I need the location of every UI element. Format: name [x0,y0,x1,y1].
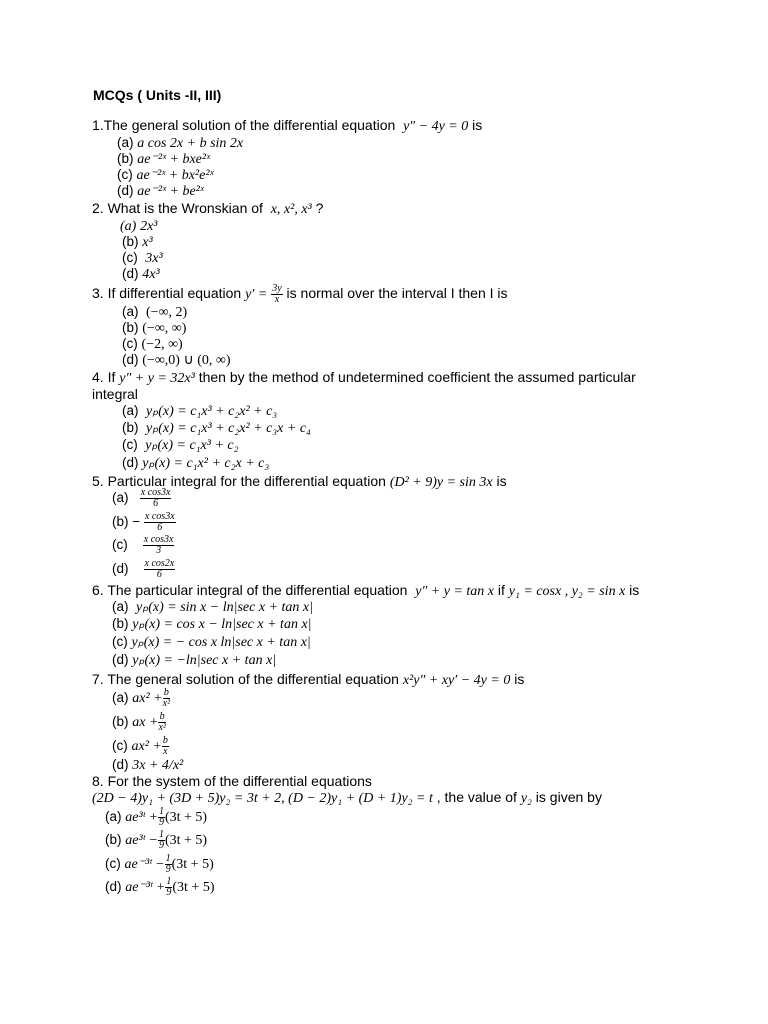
option-math: yₚ(x) = c₁x³ + c₂ [145,438,239,453]
option-math: x³ [142,235,153,250]
option-label: (c) [122,336,138,351]
fraction-denominator: 6 [156,569,162,580]
option [122,455,269,472]
question-8 [92,773,372,790]
fraction-numerator: b [162,735,168,746]
fraction [158,830,165,851]
option [122,234,153,251]
fraction [143,535,175,556]
option-math: ae⁻²ˣ + bxe²ˣ [137,152,211,167]
option-label: (a) [112,490,129,506]
question-prompt: 3. If differential equation [92,285,242,302]
question-1 [92,117,482,135]
option-label: (a) [117,135,134,150]
option-math: yₚ(x) = cos x − ln|sec x + tan x| [132,617,312,632]
option [112,535,174,556]
fraction-denominator: x [274,294,280,305]
question-equation: y″ + y = tan x [415,584,495,599]
option-label: (d) [122,352,139,367]
question-equation: x, x², x³ [270,202,312,217]
option [122,437,238,454]
option-math: 3x + 4/x² [132,758,184,773]
option-label: (b) [117,151,134,166]
page-title: MCQs ( Units -II, III) [93,87,222,103]
question-suffix: is [510,671,525,687]
option-math: yₚ(x) = − cos x ln|sec x + tan x| [131,635,311,650]
option-label: (c) [112,537,128,553]
option [122,403,277,420]
fraction-numerator: x cos3x [140,487,171,498]
option-label: (d) [122,455,139,470]
option [122,304,187,321]
option-label: (b) [122,234,139,249]
option [105,854,214,875]
option-label: (c) [117,167,133,182]
question-suffix: then by the method of undetermined coefficient the assumed particular [194,369,636,385]
option-label: (a) [112,690,129,706]
option [117,183,204,200]
option-label: (a) [122,304,139,319]
option-math: yₚ(x) = sin x − ln|sec x + tan x| [136,600,313,615]
fraction [140,488,172,509]
option-math: 4x³ [142,267,160,282]
question-connector: if [494,582,509,598]
option-math: ax + [132,715,159,731]
fraction-numerator: 1 [165,853,171,864]
option-math: ae⁻²ˣ + be²ˣ [137,184,204,199]
option [105,830,207,851]
option [105,877,214,898]
option-math: ax² + [131,739,162,755]
option [117,167,214,184]
option [112,634,311,651]
option [112,512,176,533]
option [120,218,158,235]
option [112,599,313,616]
question-prompt: 8. For the system of the differential equations [92,773,372,789]
option [122,266,160,283]
fraction [165,854,172,875]
fraction-denominator: 3 [156,545,162,556]
option-math: (−∞, 2) [146,305,188,320]
question-suffix: is given by [531,789,602,805]
option [112,757,183,774]
option-math: ae⁻³ᵗ − [124,857,165,873]
option-math: yₚ(x) = c₁x³ + c₂x² + c₃ [146,404,278,419]
option-label: (b) [122,420,139,435]
option-label: (b) [112,616,129,631]
option [122,352,231,369]
option-label: (d) [112,652,129,667]
question-suffix: is [468,117,483,133]
option-label: (a) [120,219,137,234]
fraction-denominator: x² [158,722,166,733]
option-math: a cos 2x + b sin 2x [137,136,244,151]
fraction-denominator: 9 [165,864,171,875]
option-label: (a) [122,403,139,418]
fraction-numerator: b [159,711,165,722]
question-equation: y′ = [245,287,268,303]
option-label: (b) [112,514,129,530]
fraction-denominator: 9 [158,817,164,828]
option [112,488,171,509]
option-math: (−2, ∞) [141,337,183,352]
question-equation: y″ − 4y = 0 [403,119,469,134]
option [105,807,207,828]
option-math: yₚ(x) = c₁x² + c₂x + c₃ [142,456,270,471]
option-label: (b) [122,320,139,335]
fraction-numerator: b [163,687,169,698]
option-math-tail: (3t + 5) [171,857,214,873]
option-label: (a) [112,599,129,614]
option-label: (c) [112,738,128,754]
question-prompt: 2. What is the Wronskian of [92,200,263,216]
fraction-numerator: x cos3x [144,511,175,522]
fraction-denominator: 6 [153,498,159,509]
fraction-numerator: 3y [272,283,282,294]
question-equation-2: y₁ = cosx , y₂ = sin x [508,584,626,599]
option [112,736,169,757]
option [122,420,311,437]
option-math: ae⁻³ᵗ + [125,880,166,896]
fraction [162,736,169,757]
question-suffix: is [492,473,507,489]
question-2 [92,200,323,218]
question-6 [92,582,639,600]
fraction-denominator: x [163,746,168,757]
question-3 [92,284,508,305]
option-label: (d) [122,266,139,281]
option-sign: − [132,514,141,530]
question-suffix: is normal over the interval I then I is [282,285,508,302]
question-equation-2: y₂ [520,791,532,806]
option [112,652,276,669]
option [122,320,186,337]
fraction-numerator: 1 [166,876,172,887]
fraction-denominator: 9 [158,840,164,851]
fraction [144,512,176,533]
option-math-tail: (3t + 5) [164,810,208,826]
fraction-denominator: 9 [166,887,172,898]
fraction-denominator: 6 [157,522,163,533]
fraction [271,284,282,305]
option [112,688,170,709]
option-math: 3x³ [145,251,163,266]
option-label: (c) [105,856,121,872]
option [122,250,163,267]
question-equation: x²y″ + xy′ − 4y = 0 [402,673,511,688]
option [112,559,175,580]
fraction-numerator: x cos3x [143,534,174,545]
fraction-numerator: 1 [158,829,164,840]
fraction [158,807,165,828]
question-7 [92,671,524,689]
option-label: (c) [112,634,128,649]
option-math: yₚ(x) = −ln|sec x + tan x| [132,653,277,668]
question-prompt: 6. The particular integral of the differential equation [92,582,408,598]
question-suffix: ? [311,200,324,216]
option-label: (a) [105,809,122,825]
option [117,151,210,168]
option-label: (d) [112,757,129,772]
option-math: ae³ᵗ + [125,810,158,826]
question-equation: (D² + 9)y = sin 3x [389,475,493,490]
question-connector: , the value of [432,789,521,805]
option-label: (d) [105,879,122,895]
option [112,712,166,733]
option [122,336,183,353]
question-suffix: is [625,582,640,598]
option-math: (−∞,0) ∪ (0, ∞) [142,353,231,368]
fraction-numerator: 1 [158,806,164,817]
question-prompt: 1.The general solution of the differential equation [92,117,396,133]
fraction [144,559,176,580]
option-label: (c) [122,437,138,452]
fraction-denominator: x² [162,698,171,709]
option-math-tail: (3t + 5) [164,833,208,849]
option [112,616,312,633]
option-label: (c) [122,250,138,265]
question-equation: (2D − 4)y₁ + (3D + 5)y₂ = 3t + 2, (D − 2)y₁ + (D + 1)y₂ = t [92,791,433,806]
question-8-line2 [92,789,602,807]
option-math-tail: (3t + 5) [172,880,215,896]
fraction [158,712,165,733]
fraction-numerator: x cos2x [144,558,175,569]
option-label: (b) [112,714,129,730]
option-label: (d) [112,561,129,577]
question-equation: y″ + y = 32x³ [119,371,195,386]
option-math: (−∞, ∞) [142,321,187,336]
option-math: ax² + [132,691,163,707]
option-math: 2x³ [140,219,158,234]
option-math: ae³ᵗ − [125,833,158,849]
option [117,135,243,152]
question-prompt: 7. The general solution of the differential equation [92,671,399,687]
fraction [163,688,170,709]
option-label: (d) [117,183,134,198]
question-4 [92,369,636,387]
question-prompt: 4. If [92,369,116,385]
option-label: (b) [105,832,122,848]
option-math: ae⁻²ˣ + bx²e²ˣ [136,168,214,183]
question-prompt: 5. Particular integral for the differential equation [92,473,386,489]
question-4-line2: integral [92,386,138,402]
option-math: yₚ(x) = c₁x³ + c₂x² + c₃x + c₄ [146,421,311,436]
